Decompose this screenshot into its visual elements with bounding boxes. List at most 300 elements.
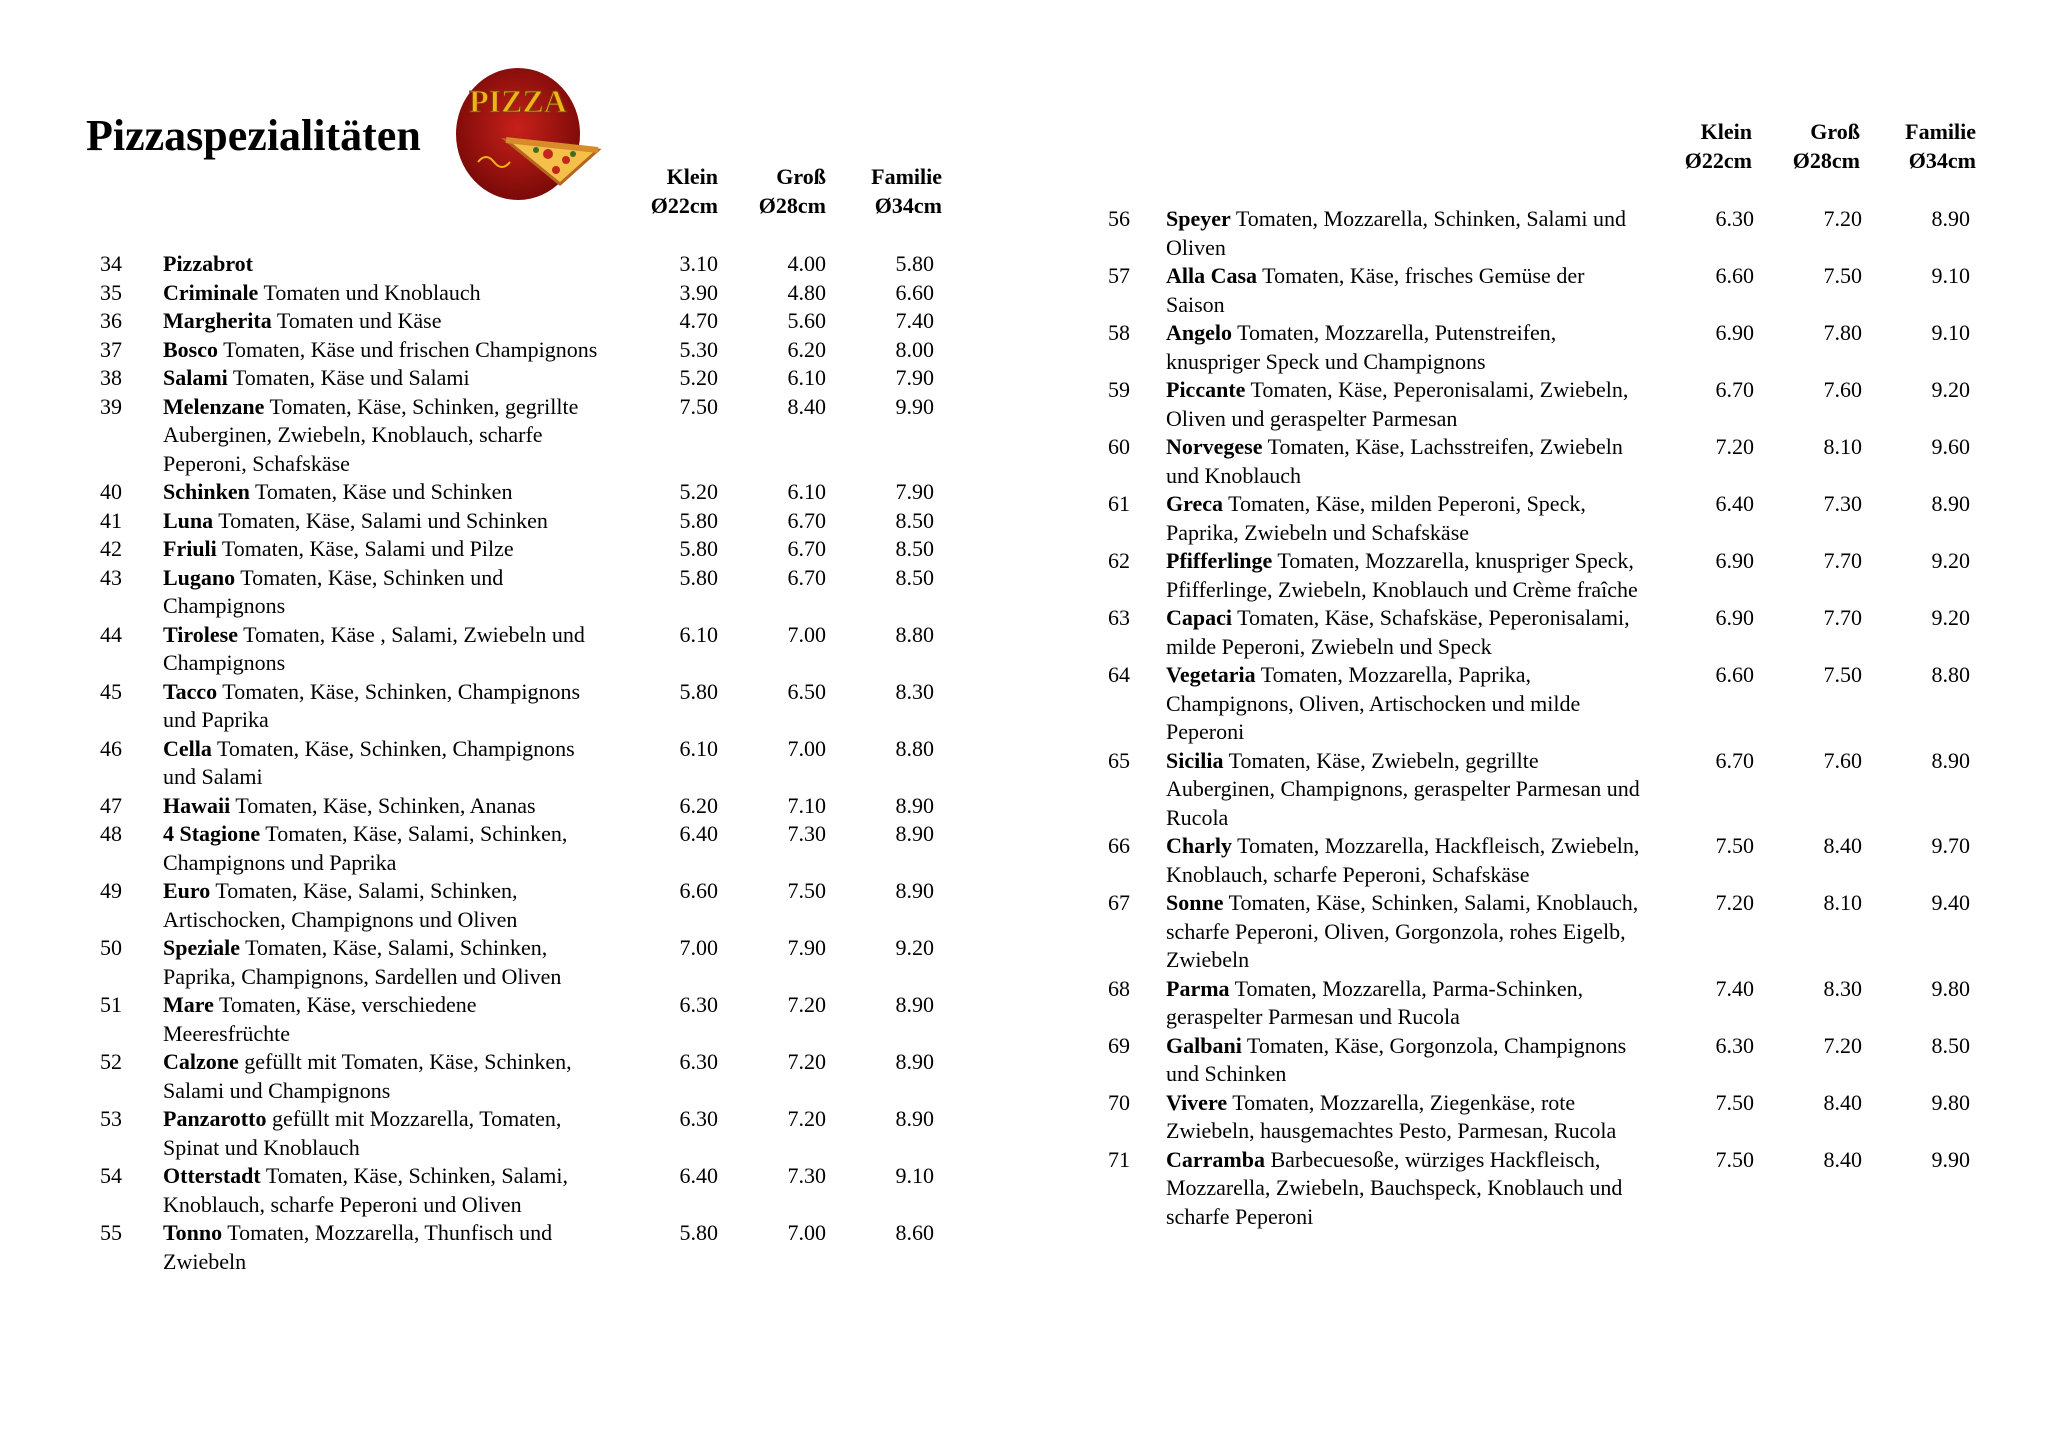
menu-item-number: 71: [1108, 1146, 1130, 1172]
menu-item-description: Tomaten, Käse und Salami: [232, 365, 470, 390]
price-small: 6.60: [1715, 263, 1754, 288]
price-family: 9.20: [1931, 377, 1970, 402]
price-large: 4.80: [787, 279, 826, 305]
menu-list-right: [1108, 205, 1988, 1231]
price-small: 4.70: [679, 308, 718, 333]
menu-item-name: Vegetaria: [1166, 662, 1256, 687]
menu-item-text: [1166, 889, 1646, 975]
menu-item-text: [1166, 661, 1646, 747]
price-small: 6.70: [1715, 377, 1754, 402]
menu-item-text: [1166, 832, 1646, 889]
menu-item-text: [1166, 1089, 1646, 1146]
menu-item-name: Carramba: [1166, 1146, 1265, 1172]
menu-item-text: [163, 877, 603, 934]
menu-item: [1108, 547, 1988, 604]
price-small: 5.80: [679, 507, 718, 533]
price-large: 6.70: [787, 564, 826, 590]
price-small: 6.30: [679, 1049, 718, 1074]
menu-item-number: 51: [100, 992, 122, 1017]
price-large: 6.10: [787, 365, 826, 390]
price-family: 8.90: [895, 878, 934, 903]
pizza-logo: [448, 62, 603, 207]
menu-item-text: [1166, 490, 1646, 547]
menu-item-description: Tomaten, Käse und Schinken: [254, 479, 513, 504]
menu-item-description: Tomaten, Mozzarella, Paprika, Champignons, Oliven, Artischocken und milde Peperoni: [1166, 662, 1581, 744]
menu-item-description: Tomaten, Mozzarella, Ziegenkäse, rote Zwiebeln, hausgemachtes Pesto, Parmesan, Rucola: [1166, 1089, 1617, 1143]
menu-item-name: Alla Casa: [1166, 263, 1258, 288]
price-small: 6.30: [1715, 206, 1754, 231]
menu-item-text: [1166, 747, 1646, 833]
menu-item: [1108, 1089, 1988, 1146]
menu-item-name: Calzone: [163, 1049, 239, 1074]
price-large: 6.70: [787, 507, 826, 533]
price-small: 6.90: [1715, 320, 1754, 345]
price-family: 9.90: [895, 393, 934, 419]
menu-item-name: Schinken: [163, 479, 250, 504]
menu-item-name: Tirolese: [163, 621, 238, 647]
price-small: 6.30: [1715, 1032, 1754, 1058]
menu-item-number: 41: [100, 507, 122, 533]
price-large: 7.20: [787, 1106, 826, 1131]
menu-item-text: [1166, 547, 1646, 604]
menu-item-number: 66: [1108, 833, 1130, 858]
menu-item: [100, 877, 960, 934]
price-family: 8.60: [895, 1220, 934, 1245]
menu-item: [100, 364, 960, 393]
menu-item-number: 45: [100, 678, 122, 704]
menu-item-description: Tomaten, Käse, Zwiebeln, gegrillte Auberginen, Champignons, geraspelter Parmesan und Rucola: [1166, 747, 1640, 830]
menu-item: [100, 507, 960, 536]
price-family: 8.50: [895, 536, 934, 561]
menu-item-name: Sicilia: [1166, 747, 1224, 773]
price-large: 8.40: [1823, 1089, 1862, 1115]
price-family: 9.90: [1931, 1146, 1970, 1172]
price-family: 8.90: [1931, 491, 1970, 516]
price-large: 7.00: [787, 735, 826, 761]
menu-item-description: Barbecuesoße, würziges Hackfleisch, Mozzarella, Zwiebeln, Bauchspeck, Knoblauch und scharfe Peperoni: [1166, 1146, 1623, 1229]
menu-item: [1108, 205, 1988, 262]
menu-item-number: 48: [100, 821, 122, 846]
price-large: 7.20: [787, 1049, 826, 1074]
menu-item-name: Piccante: [1166, 377, 1246, 402]
price-large: 8.40: [1823, 833, 1862, 858]
menu-item-number: 37: [100, 336, 122, 362]
menu-item-description: Tomaten, Käse, Schinken, gegrillte Auberginen, Zwiebeln, Knoblauch, scharfe Peperoni, Schafskäse: [163, 393, 579, 476]
menu-item: [100, 1219, 960, 1276]
price-family: 8.90: [895, 1106, 934, 1131]
price-small: 6.30: [679, 1106, 718, 1131]
menu-item-number: 39: [100, 393, 122, 419]
menu-item-text: [163, 336, 603, 365]
price-family: 9.10: [895, 1163, 934, 1188]
menu-item-name: Sonne: [1166, 890, 1224, 915]
price-small: 6.40: [679, 821, 718, 846]
menu-item-name: Capaci: [1166, 605, 1232, 630]
menu-item-number: 38: [100, 365, 122, 390]
price-small: 7.40: [1715, 975, 1754, 1001]
price-family: 9.80: [1931, 1089, 1970, 1115]
price-family: 9.40: [1931, 890, 1970, 915]
menu-item-text: [1166, 1146, 1646, 1232]
menu-item-text: [1166, 1032, 1646, 1089]
menu-item: [100, 678, 960, 735]
menu-item-description: Tomaten, Käse, Salami und Schinken: [218, 507, 548, 533]
price-family: 8.50: [1931, 1032, 1970, 1058]
menu-item: [1108, 889, 1988, 975]
price-family: 9.20: [895, 935, 934, 960]
menu-item-number: 54: [100, 1163, 122, 1188]
price-small: 7.20: [1715, 434, 1754, 459]
price-large: 7.10: [787, 792, 826, 818]
menu-item-name: Margherita: [163, 308, 272, 333]
price-small: 3.10: [679, 251, 718, 276]
menu-item-description: Tomaten, Käse, Schinken, Salami, Knoblauch, scharfe Peperoni und Oliven: [163, 1163, 568, 1217]
price-small: 6.60: [1715, 662, 1754, 687]
price-large: 8.10: [1823, 890, 1862, 915]
price-large: 6.70: [787, 536, 826, 561]
price-family: 8.30: [895, 678, 934, 704]
menu-item-description: Tomaten, Käse, Schafskäse, Peperonisalami, milde Peperoni, Zwiebeln und Speck: [1166, 605, 1630, 659]
price-large: 7.20: [1823, 206, 1862, 231]
menu-item: [100, 621, 960, 678]
price-small: 5.80: [679, 1220, 718, 1245]
price-family: 9.80: [1931, 975, 1970, 1001]
price-small: 7.50: [1715, 1146, 1754, 1172]
price-small: 6.60: [679, 878, 718, 903]
price-small: 6.90: [1715, 548, 1754, 573]
menu-item: [100, 393, 960, 479]
menu-item: [100, 934, 960, 991]
price-small: 6.40: [679, 1163, 718, 1188]
price-family: 9.20: [1931, 605, 1970, 630]
menu-item-description: Tomaten und Käse: [276, 308, 442, 333]
menu-item-name: Speziale: [163, 935, 240, 960]
price-small: 3.90: [679, 279, 718, 305]
menu-item-description: Tomaten, Mozzarella, Thunfisch und Zwiebeln: [163, 1220, 553, 1274]
menu-item-description: Tomaten, Mozzarella, knuspriger Speck, Pfifferlinge, Zwiebeln, Knoblauch und Crème fraîche: [1166, 548, 1638, 602]
menu-item-name: Otterstadt: [163, 1163, 261, 1188]
menu-item-description: Tomaten, Käse, Salami, Schinken, Champignons und Paprika: [163, 821, 568, 875]
menu-item-description: Tomaten, Mozzarella, Putenstreifen, knuspriger Speck und Champignons: [1166, 320, 1557, 374]
menu-item: [1108, 376, 1988, 433]
price-family: 7.90: [895, 479, 934, 504]
price-small: 5.20: [679, 479, 718, 504]
menu-item: [100, 307, 960, 336]
price-large: 8.30: [1823, 975, 1862, 1001]
menu-item-text: [1166, 975, 1646, 1032]
menu-item: [1108, 1032, 1988, 1089]
price-small: 7.00: [679, 935, 718, 960]
menu-item-name: Melenzane: [163, 393, 265, 419]
price-small: 6.40: [1715, 491, 1754, 516]
price-family: 9.60: [1931, 434, 1970, 459]
menu-item-number: 50: [100, 935, 122, 960]
menu-item-number: 61: [1108, 491, 1130, 516]
price-family: 6.60: [895, 279, 934, 305]
menu-item-description: Tomaten, Mozzarella, Hackfleisch, Zwiebeln, Knoblauch, scharfe Peperoni, Schafskäse: [1166, 833, 1640, 887]
menu-item-number: 59: [1108, 377, 1130, 402]
price-small: 6.10: [679, 621, 718, 647]
menu-item: [1108, 832, 1988, 889]
menu-item-text: [163, 934, 603, 991]
menu-item-number: 68: [1108, 975, 1130, 1001]
price-small: 7.50: [1715, 1089, 1754, 1115]
price-large: 7.30: [1823, 491, 1862, 516]
menu-item-number: 63: [1108, 605, 1130, 630]
price-family: 8.90: [895, 1049, 934, 1074]
menu-item-text: [163, 507, 603, 536]
menu-item: [1108, 490, 1988, 547]
price-large: 8.10: [1823, 434, 1862, 459]
menu-item-text: [163, 621, 603, 678]
menu-item-name: Euro: [163, 878, 211, 903]
price-large: 7.70: [1823, 548, 1862, 573]
price-small: 6.10: [679, 735, 718, 761]
menu-item-text: [1166, 205, 1646, 262]
menu-item-text: [1166, 319, 1646, 376]
menu-item-text: [163, 478, 603, 507]
menu-item-name: Pfifferlinge: [1166, 548, 1273, 573]
menu-item: [100, 1048, 960, 1105]
price-small: 5.80: [679, 536, 718, 561]
price-family: 9.10: [1931, 320, 1970, 345]
price-large: 5.60: [787, 308, 826, 333]
price-small: 7.20: [1715, 890, 1754, 915]
menu-item: [100, 564, 960, 621]
menu-item-description: Tomaten, Mozzarella, Schinken, Salami und Oliven: [1166, 206, 1626, 260]
menu-item: [100, 478, 960, 507]
menu-item: [100, 991, 960, 1048]
price-large: 6.20: [787, 336, 826, 362]
price-large: 7.90: [787, 935, 826, 960]
menu-item-name: Criminale: [163, 279, 259, 305]
price-family: 8.80: [1931, 662, 1970, 687]
menu-item-text: [163, 307, 603, 336]
price-small: 6.90: [1715, 605, 1754, 630]
menu-item-text: [1166, 604, 1646, 661]
menu-item-text: [1166, 262, 1646, 319]
price-family: 7.90: [895, 365, 934, 390]
menu-item-number: 67: [1108, 890, 1130, 915]
menu-item-text: [163, 1105, 603, 1162]
menu-item-name: Friuli: [163, 536, 217, 561]
price-large: 7.30: [787, 1163, 826, 1188]
price-large: 7.00: [787, 1220, 826, 1245]
menu-item-number: 69: [1108, 1032, 1130, 1058]
menu-item-name: Mare: [163, 992, 214, 1017]
menu-item-description: Tomaten, Käse, frisches Gemüse der Saison: [1166, 263, 1585, 317]
menu-item-number: 35: [100, 279, 122, 305]
menu-item-number: 60: [1108, 434, 1130, 459]
price-large: 7.50: [1823, 662, 1862, 687]
price-large: 7.20: [1823, 1032, 1862, 1058]
column-header-family-right: Familie Ø34cm: [1905, 119, 1976, 173]
price-family: 8.90: [895, 792, 934, 818]
menu-item-name: Parma: [1166, 975, 1230, 1001]
menu-item-number: 43: [100, 564, 122, 590]
menu-item-name: Pizzabrot: [163, 251, 254, 276]
price-family: 7.40: [895, 308, 934, 333]
menu-item-text: [163, 678, 603, 735]
menu-item-text: [163, 792, 603, 821]
menu-item-number: 57: [1108, 263, 1130, 288]
price-small: 7.50: [1715, 833, 1754, 858]
menu-item-number: 64: [1108, 662, 1130, 687]
menu-item-description: Tomaten, Käse, Salami und Pilze: [221, 536, 514, 561]
price-large: 7.30: [787, 821, 826, 846]
price-small: 6.70: [1715, 747, 1754, 773]
menu-item-description: Tomaten, Käse, Schinken, Champignons und Salami: [163, 735, 575, 789]
menu-item-name: Luna: [163, 507, 214, 533]
menu-item-text: [1166, 376, 1646, 433]
menu-item-text: [163, 1048, 603, 1105]
menu-item: [100, 792, 960, 821]
price-family: 9.70: [1931, 833, 1970, 858]
menu-item: [1108, 747, 1988, 833]
menu-item: [100, 1162, 960, 1219]
menu-item-name: Charly: [1166, 833, 1232, 858]
price-family: 8.00: [895, 336, 934, 362]
menu-item-name: Speyer: [1166, 206, 1231, 231]
menu-item-text: [163, 991, 603, 1048]
menu-item-name: Bosco: [163, 336, 218, 362]
price-large: 6.10: [787, 479, 826, 504]
menu-item: [1108, 262, 1988, 319]
price-large: 8.40: [787, 393, 826, 419]
menu-item-name: Galbani: [1166, 1032, 1242, 1058]
menu-item-name: Norvegese: [1166, 434, 1263, 459]
price-large: 4.00: [787, 251, 826, 276]
menu-item-text: [163, 820, 603, 877]
price-small: 6.30: [679, 992, 718, 1017]
price-family: 9.10: [1931, 263, 1970, 288]
menu-item-number: 70: [1108, 1089, 1130, 1115]
menu-item-name: Lugano: [163, 564, 236, 590]
menu-item: [100, 1105, 960, 1162]
menu-item-number: 52: [100, 1049, 122, 1074]
menu-item: [100, 336, 960, 365]
menu-item-number: 49: [100, 878, 122, 903]
menu-item-text: [163, 250, 603, 279]
menu-item-description: Tomaten und Knoblauch: [263, 279, 481, 305]
menu-item-number: 42: [100, 536, 122, 561]
menu-item-name: Greca: [1166, 491, 1224, 516]
menu-item: [1108, 433, 1988, 490]
menu-item-name: Hawaii: [163, 792, 231, 818]
menu-item-text: [1166, 433, 1646, 490]
menu-item-description: Tomaten, Käse, Schinken, Champignons und Paprika: [163, 678, 581, 732]
menu-item-number: 65: [1108, 747, 1130, 773]
menu-item-number: 36: [100, 308, 122, 333]
menu-item: [100, 535, 960, 564]
price-large: 7.00: [787, 621, 826, 647]
menu-item-name: Cella: [163, 735, 212, 761]
price-small: 5.80: [679, 678, 718, 704]
price-large: 6.50: [787, 678, 826, 704]
menu-item-description: Tomaten, Käse, milden Peperoni, Speck, Paprika, Zwiebeln und Schafskäse: [1166, 491, 1586, 545]
menu-item-description: Tomaten, Käse, Lachsstreifen, Zwiebeln und Knoblauch: [1166, 434, 1623, 488]
price-small: 5.80: [679, 564, 718, 590]
price-large: 7.50: [787, 878, 826, 903]
menu-item: [100, 250, 960, 279]
price-family: 8.90: [895, 992, 934, 1017]
price-family: 5.80: [895, 251, 934, 276]
price-large: 7.60: [1823, 747, 1862, 773]
price-large: 7.70: [1823, 605, 1862, 630]
menu-item-text: [163, 735, 603, 792]
menu-item: [1108, 1146, 1988, 1232]
menu-item-description: gefüllt mit Tomaten, Käse, Schinken, Salami und Champignons: [163, 1049, 572, 1103]
menu-item-description: Tomaten, Käse , Salami, Zwiebeln und Champignons: [163, 621, 585, 675]
menu-item-text: [163, 564, 603, 621]
menu-item: [100, 279, 960, 308]
column-header-family: Familie Ø34cm: [871, 164, 942, 218]
menu-item-number: 58: [1108, 320, 1130, 345]
price-family: 8.80: [895, 735, 934, 761]
price-large: 7.50: [1823, 263, 1862, 288]
price-small: 7.50: [679, 393, 718, 419]
menu-item-name: Salami: [163, 365, 228, 390]
menu-item-number: 55: [100, 1220, 122, 1245]
menu-item-text: [163, 1219, 603, 1276]
menu-item-description: Tomaten, Käse und frischen Champignons: [223, 336, 598, 362]
price-family: 8.80: [895, 621, 934, 647]
menu-item-description: Tomaten, Käse, Schinken und Champignons: [163, 564, 504, 618]
menu-item-text: [163, 393, 603, 479]
column-header-small: Klein Ø22cm: [650, 164, 718, 218]
menu-item-description: Tomaten, Käse, Schinken, Salami, Knoblauch, scharfe Peperoni, Oliven, Gorgonzola, rohes Eigelb, Zwiebeln: [1166, 890, 1639, 972]
price-family: 9.20: [1931, 548, 1970, 573]
menu-item-number: 56: [1108, 206, 1130, 231]
menu-item-number: 34: [100, 251, 122, 276]
menu-item-text: [163, 1162, 603, 1219]
menu-item-text: [163, 535, 603, 564]
price-large: 7.20: [787, 992, 826, 1017]
menu-item: [1108, 975, 1988, 1032]
menu-item-description: Tomaten, Käse, verschiedene Meeresfrüchte: [163, 992, 477, 1046]
price-small: 5.30: [679, 336, 718, 362]
logo-text: PIZZA: [469, 83, 567, 119]
menu-item-number: 62: [1108, 548, 1130, 573]
menu-item-name: Angelo: [1166, 320, 1232, 345]
menu-item-number: 44: [100, 621, 122, 647]
menu-item-number: 46: [100, 735, 122, 761]
menu-item-description: Tomaten, Käse, Salami, Schinken, Artischocken, Champignons und Oliven: [163, 878, 518, 932]
menu-item-number: 40: [100, 479, 122, 504]
menu-item-description: Tomaten, Käse, Salami, Schinken, Paprika, Champignons, Sardellen und Oliven: [163, 935, 562, 989]
menu-item: [1108, 604, 1988, 661]
menu-item: [1108, 661, 1988, 747]
price-large: 7.60: [1823, 377, 1862, 402]
menu-item-text: [163, 364, 603, 393]
menu-item: [100, 820, 960, 877]
price-family: 8.90: [895, 821, 934, 846]
price-small: 6.20: [679, 792, 718, 818]
column-header-large-right: Groß Ø28cm: [1792, 119, 1860, 173]
menu-item-description: Tomaten, Käse, Peperonisalami, Zwiebeln, Oliven und geraspelter Parmesan: [1166, 377, 1629, 431]
menu-item-description: gefüllt mit Mozzarella, Tomaten, Spinat und Knoblauch: [163, 1106, 562, 1160]
price-family: 8.90: [1931, 206, 1970, 231]
menu-item-description: Tomaten, Käse, Gorgonzola, Champignons und Schinken: [1166, 1032, 1627, 1086]
column-header-small-right: Klein Ø22cm: [1684, 119, 1752, 173]
menu-item-number: 47: [100, 792, 122, 818]
price-family: 8.90: [1931, 747, 1970, 773]
price-family: 8.50: [895, 507, 934, 533]
menu-item-description: Tomaten, Käse, Schinken, Ananas: [235, 792, 536, 818]
menu-item: [100, 735, 960, 792]
menu-item-description: Tomaten, Mozzarella, Parma-Schinken, geraspelter Parmesan und Rucola: [1166, 975, 1584, 1029]
price-family: 8.50: [895, 564, 934, 590]
